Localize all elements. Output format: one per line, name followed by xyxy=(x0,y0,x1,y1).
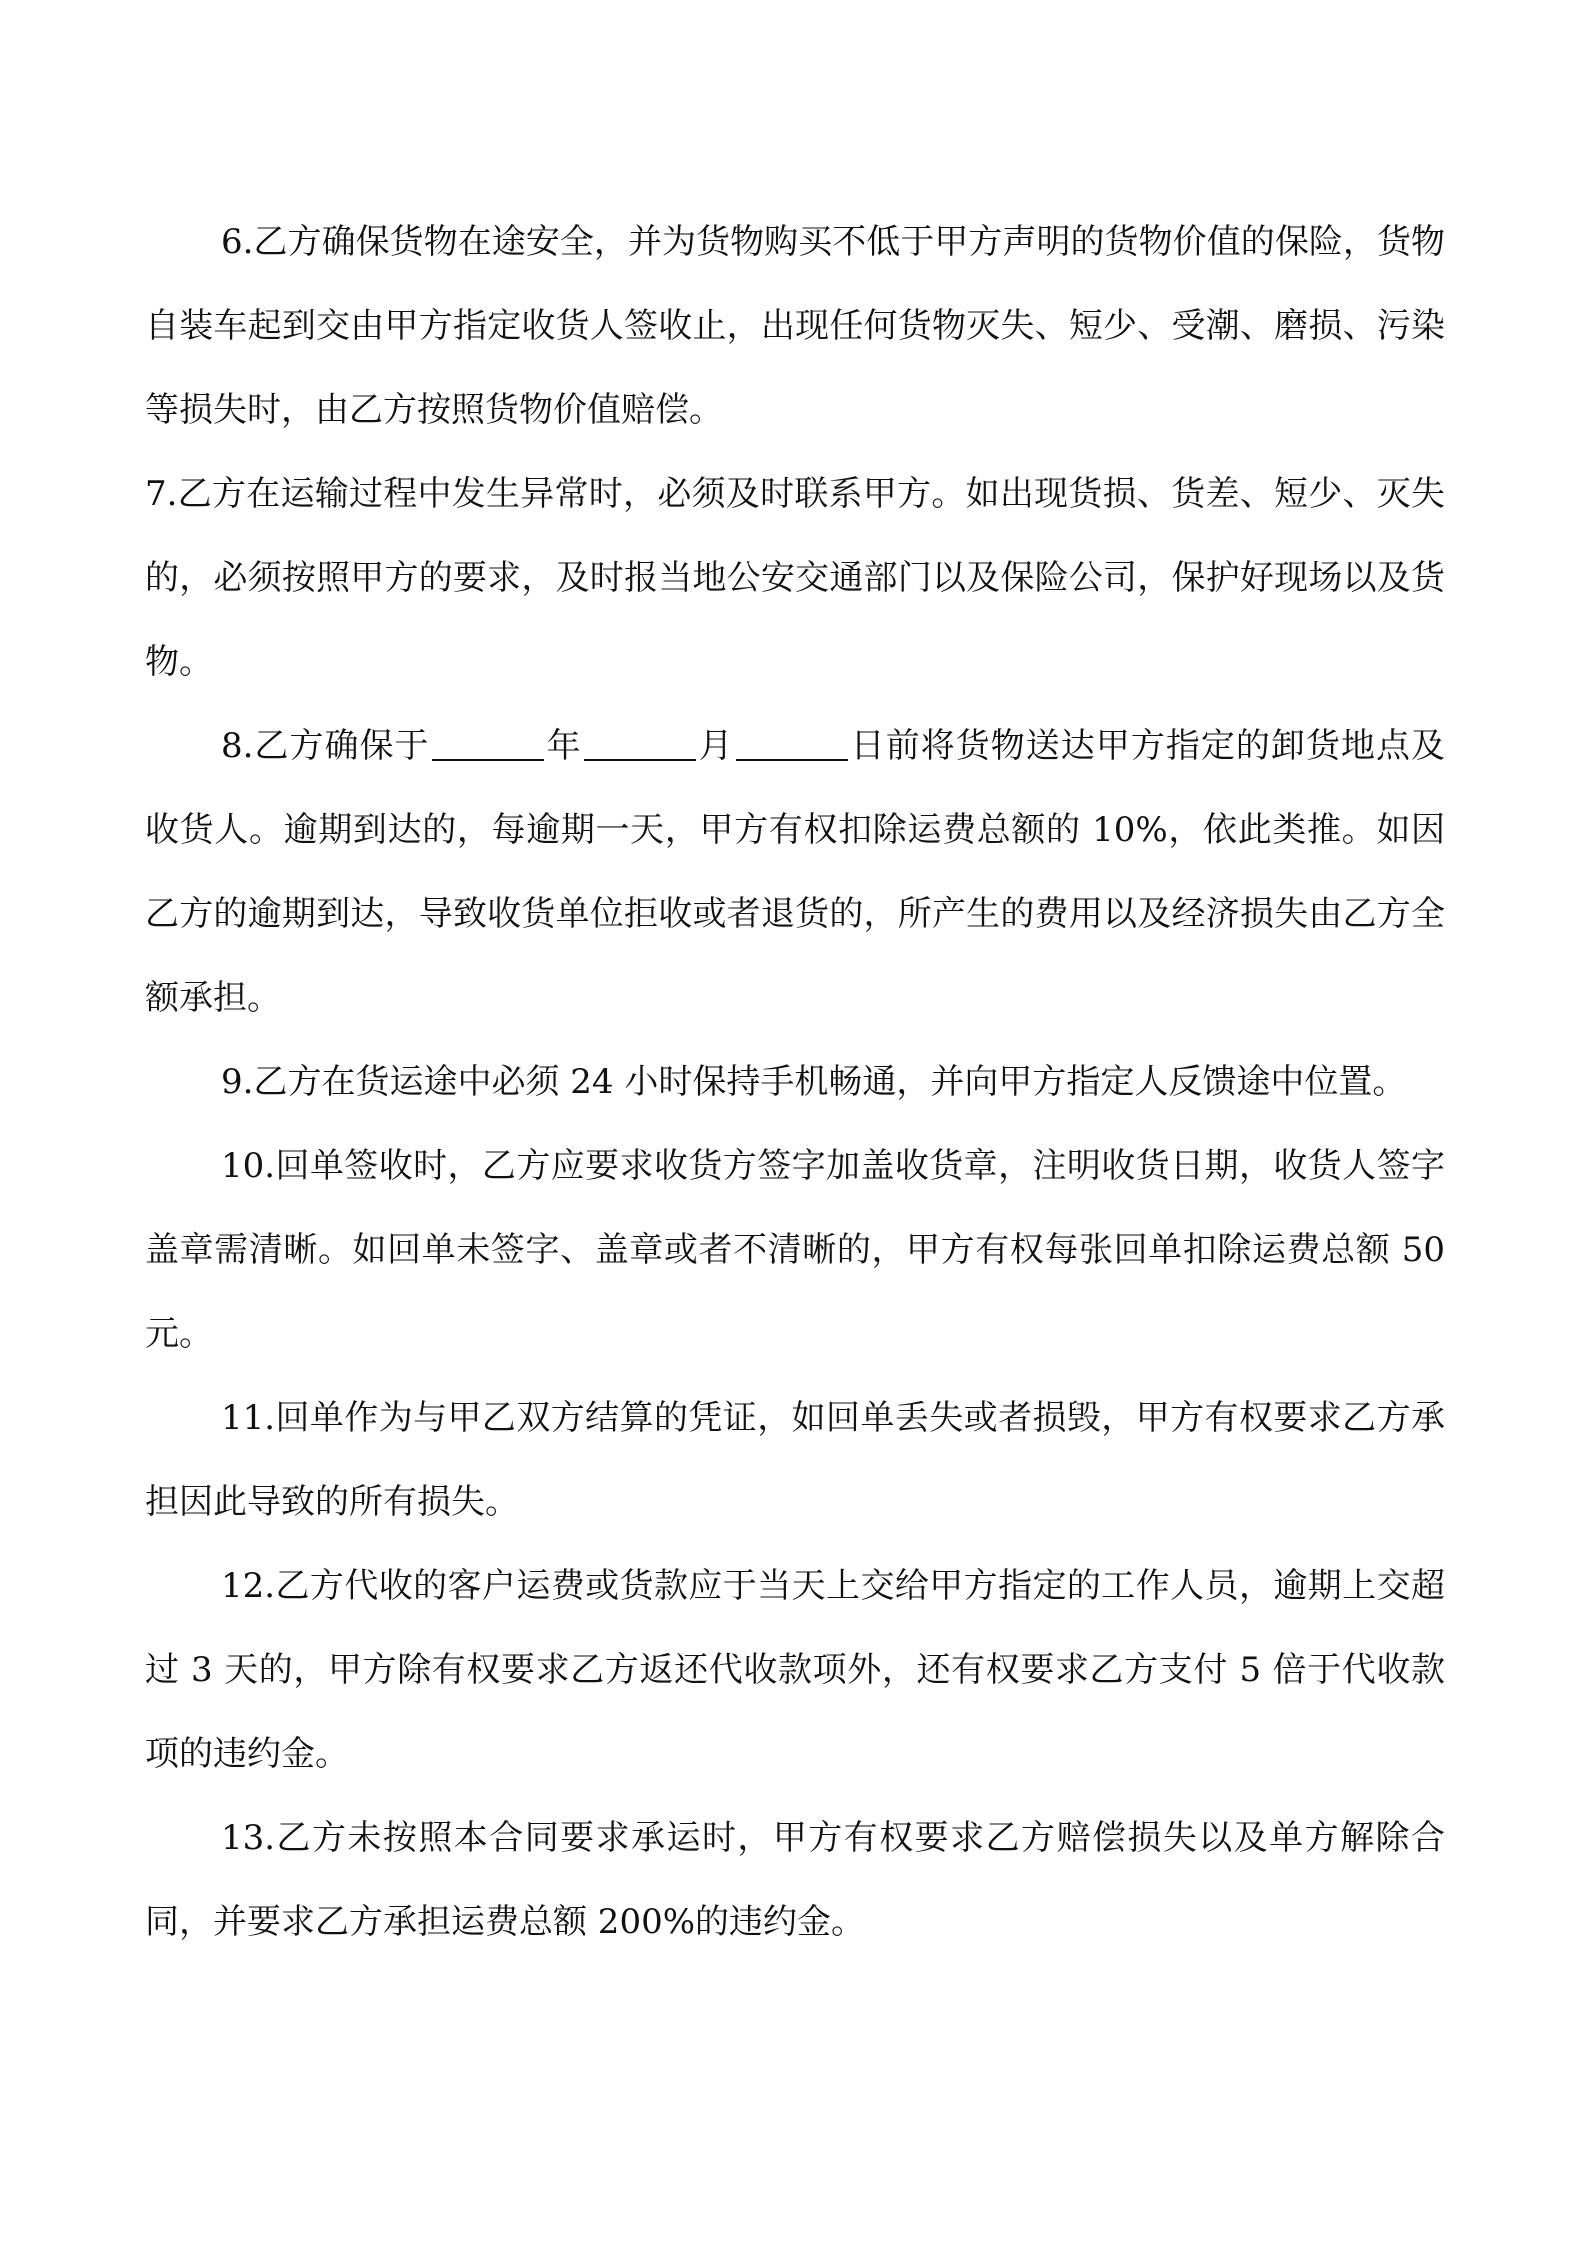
clause-7: 7.乙方在运输过程中发生异常时，必须及时联系甲方。如出现货损、货差、短少、灭失的，必须按照甲方的要求，及时报当地公安交通部门以及保险公司，保护好现场以及货物。 xyxy=(145,474,1445,682)
clause-10: 10.回单签收时，乙方应要求收货方签字加盖收货章，注明收货日期，收货人签字盖章需清晰。如回单未签字、盖章或者不清晰的，甲方有权每张回单扣除运费总额 50 元。 xyxy=(145,1146,1445,1354)
clause-13: 13.乙方未按照本合同要求承运时，甲方有权要求乙方赔偿损失以及单方解除合同，并要求乙方承担运费总额 200%的违约金。 xyxy=(145,1818,1445,1942)
clause-8-rest: 日前将货物送达甲方指定的卸货地点及收货人。逾期到达的，每逾期一天，甲方有权扣除运费总额的 10%，依此类推。如因乙方的逾期到达，导致收货单位拒收或者退货的，所产生的费用以及经济损失由乙方全额承担。 xyxy=(145,726,1445,1018)
clause-8-year: 年 xyxy=(545,726,582,766)
contract-body xyxy=(145,200,1445,1964)
clause-12: 12.乙方代收的客户运费或货款应于当天上交给甲方指定的工作人员，逾期上交超过 3 天的，甲方除有权要求乙方返还代收款项外，还有权要求乙方支付 5 倍于代收款项的违约金。 xyxy=(145,1566,1445,1774)
clause-8-month: 月 xyxy=(697,726,734,766)
clause-9: 9.乙方在货运途中必须 24 小时保持手机畅通，并向甲方指定人反馈途中位置。 xyxy=(221,1062,1407,1102)
clause-8-prefix: 8.乙方确保于 xyxy=(221,726,430,766)
month-blank xyxy=(584,725,696,761)
clause-8 xyxy=(145,704,1445,1040)
clause-6: 6.乙方确保货物在途安全，并为货物购买不低于甲方声明的货物价值的保险，货物自装车起到交由甲方指定收货人签收止，出现任何货物灭失、短少、受潮、磨损、污染等损失时，由乙方按照货物价值赔偿。 xyxy=(145,222,1445,430)
clause-11: 11.回单作为与甲乙双方结算的凭证，如回单丢失或者损毁，甲方有权要求乙方承担因此导致的所有损失。 xyxy=(145,1398,1445,1522)
year-blank xyxy=(432,725,544,761)
day-blank xyxy=(736,725,848,761)
